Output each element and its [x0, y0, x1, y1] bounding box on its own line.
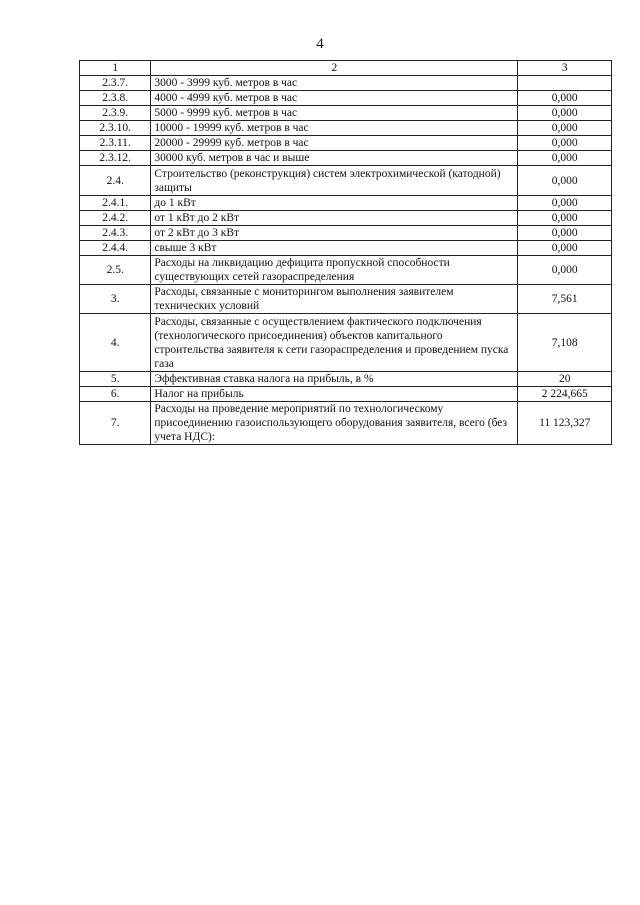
row-value: 20 — [518, 372, 612, 387]
table-row — [80, 91, 612, 106]
row-description: 4000 - 4999 куб. метров в час — [151, 91, 518, 106]
row-description: 10000 - 19999 куб. метров в час — [151, 121, 518, 136]
row-description: 30000 куб. метров в час и выше — [151, 151, 518, 166]
table-row — [80, 387, 612, 402]
row-number: 2.3.10. — [80, 121, 151, 136]
row-value: 2 224,665 — [518, 387, 612, 402]
row-value: 7,108 — [518, 314, 612, 372]
row-value: 11 123,327 — [518, 402, 612, 445]
row-value: 0,000 — [518, 106, 612, 121]
row-value: 0,000 — [518, 121, 612, 136]
table-row — [80, 211, 612, 226]
row-number: 2.4.2. — [80, 211, 151, 226]
column-header-3: 3 — [518, 61, 612, 76]
row-description: Расходы на ликвидацию дефицита пропускной способности существующих сетей газораспределения — [151, 256, 518, 285]
table-row — [80, 256, 612, 285]
row-description: 5000 - 9999 куб. метров в час — [151, 106, 518, 121]
row-number: 2.5. — [80, 256, 151, 285]
row-value: 0,000 — [518, 166, 612, 196]
row-number: 4. — [80, 314, 151, 372]
row-number: 2.3.11. — [80, 136, 151, 151]
row-value: 0,000 — [518, 91, 612, 106]
column-header-2: 2 — [151, 61, 518, 76]
table-row — [80, 226, 612, 241]
row-description: до 1 кВт — [151, 196, 518, 211]
row-number: 2.4.4. — [80, 241, 151, 256]
row-number: 2.4.1. — [80, 196, 151, 211]
page-number: 4 — [316, 36, 324, 52]
row-value: 0,000 — [518, 226, 612, 241]
row-value: 0,000 — [518, 196, 612, 211]
table-row — [80, 121, 612, 136]
row-value — [518, 76, 612, 91]
row-value: 0,000 — [518, 136, 612, 151]
row-value: 0,000 — [518, 256, 612, 285]
row-number: 2.3.8. — [80, 91, 151, 106]
row-number: 6. — [80, 387, 151, 402]
row-description: Расходы на проведение мероприятий по технологическому присоединению газоиспользующего оборудования заявителя, всего (без учета НДС): — [151, 402, 518, 445]
table-row — [80, 136, 612, 151]
row-description: от 1 кВт до 2 кВт — [151, 211, 518, 226]
table-row — [80, 151, 612, 166]
row-number: 2.3.9. — [80, 106, 151, 121]
row-description: свыше 3 кВт — [151, 241, 518, 256]
table-row — [80, 106, 612, 121]
row-description: Налог на прибыль — [151, 387, 518, 402]
row-description: Расходы, связанные с осуществлением фактического подключения (технологического присоединения) объектов капитального строительства заявителя к сети газораспределения и проведением пуска газа — [151, 314, 518, 372]
table-row — [80, 402, 612, 445]
row-value: 0,000 — [518, 241, 612, 256]
row-description: Расходы, связанные с мониторингом выполнения заявителем технических условий — [151, 285, 518, 314]
row-number: 7. — [80, 402, 151, 445]
row-description: Строительство (реконструкция) систем электрохимической (катодной) защиты — [151, 166, 518, 196]
row-value: 0,000 — [518, 151, 612, 166]
row-description: 20000 - 29999 куб. метров в час — [151, 136, 518, 151]
column-header-1: 1 — [80, 61, 151, 76]
table-header-row — [80, 61, 612, 76]
row-value: 0,000 — [518, 211, 612, 226]
row-number: 2.3.12. — [80, 151, 151, 166]
row-description: 3000 - 3999 куб. метров в час — [151, 76, 518, 91]
row-number: 2.4. — [80, 166, 151, 196]
table-row — [80, 76, 612, 91]
table-row — [80, 372, 612, 387]
row-number: 2.3.7. — [80, 76, 151, 91]
table-row — [80, 166, 612, 196]
cost-table — [79, 60, 612, 445]
row-value: 7,561 — [518, 285, 612, 314]
row-number: 2.4.3. — [80, 226, 151, 241]
row-number: 5. — [80, 372, 151, 387]
row-number: 3. — [80, 285, 151, 314]
row-description: Эффективная ставка налога на прибыль, в % — [151, 372, 518, 387]
table-row — [80, 196, 612, 211]
table-row — [80, 314, 612, 372]
row-description: от 2 кВт до 3 кВт — [151, 226, 518, 241]
table-row — [80, 285, 612, 314]
table-row — [80, 241, 612, 256]
